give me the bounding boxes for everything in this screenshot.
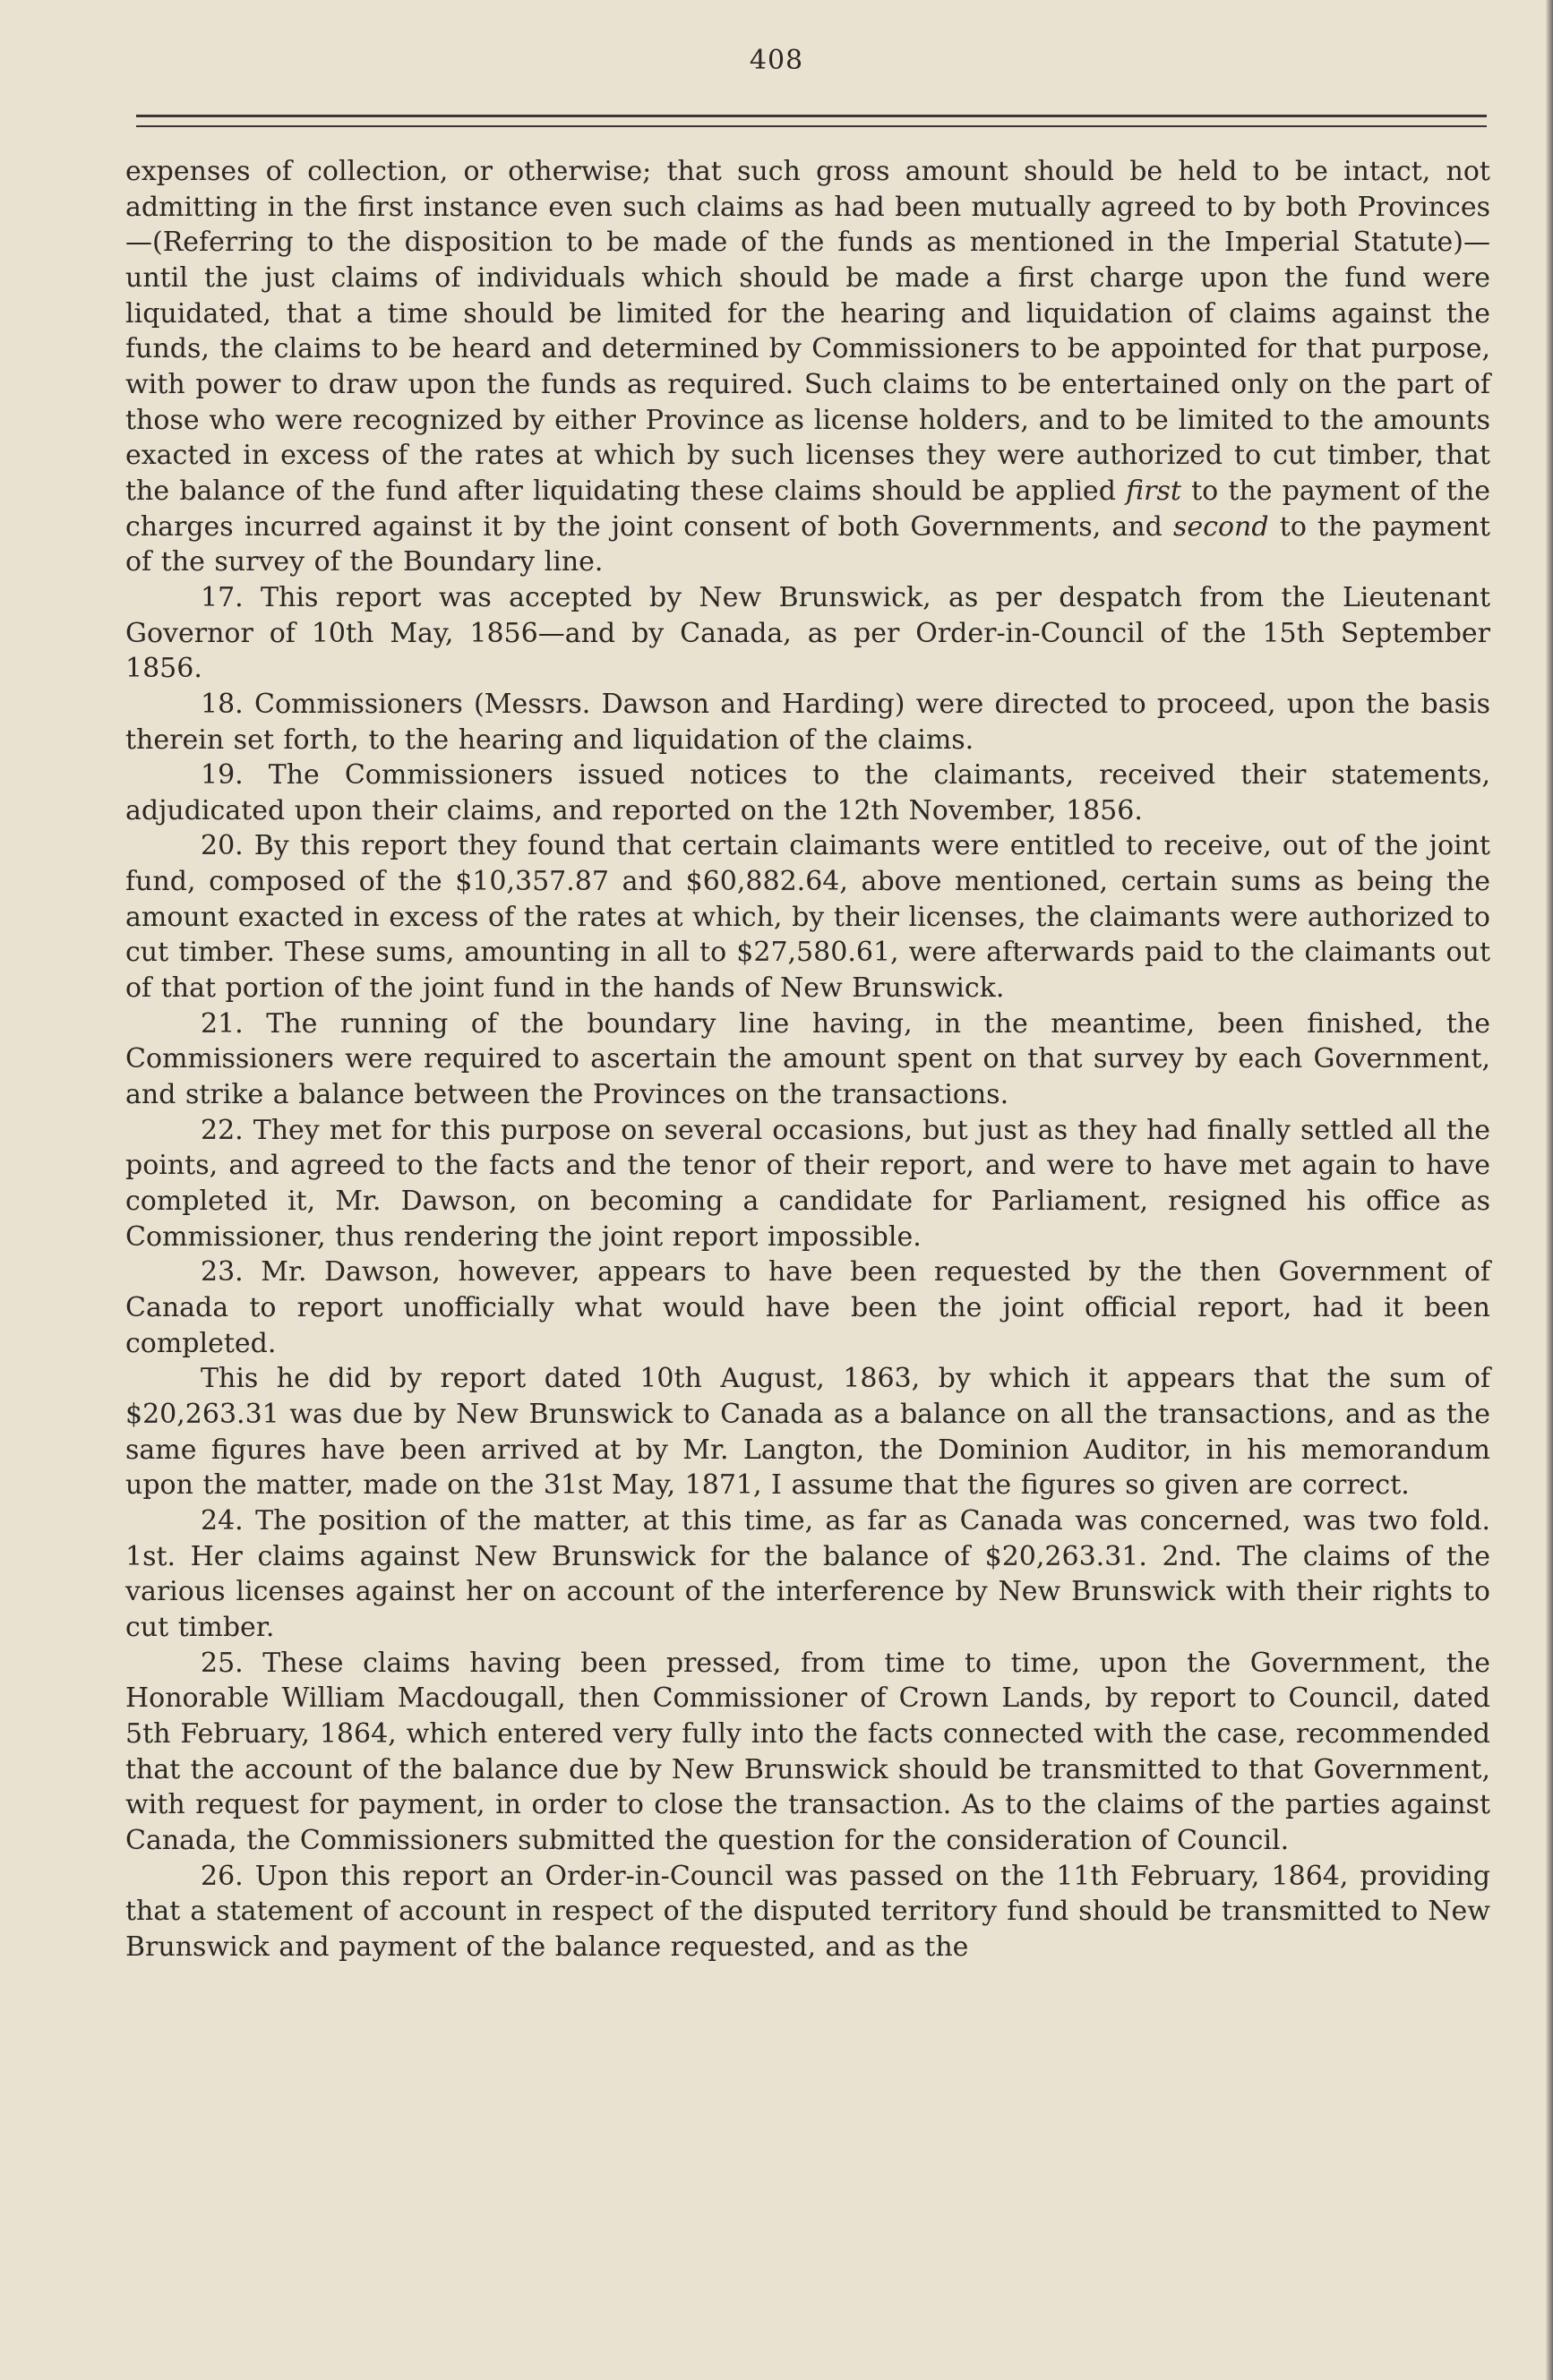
paragraph-25: 25. These claims having been pressed, from time to time, upon the Government, the Honorable William Macdougall, then Commissioner of Crown Lands, by report to Council, dated 5th February, 1864, which entered very fully into the facts connected with the case, recommended that the account of the balance due by New Brunswick should be transmitted to that Government, with request for payment, in order to close the transaction. As to the claims of the parties against Canada, the Commissioners submitted the question for the consideration of Council. (125, 1647, 1490, 1856)
page-edge-shadow (1546, 0, 1553, 2380)
paragraph-23: 23. Mr. Dawson, however, appears to have been requested by the then Government of Canada to report unofficially what would have been the joint official report, had it been completed. (125, 1256, 1490, 1359)
italic-word-second: second (1173, 510, 1269, 543)
header-rule-thin (136, 125, 1487, 127)
paragraph-continuation (125, 154, 1490, 580)
paragraph-18: 18. Commissioners (Messrs. Dawson and Harding) were directed to proceed, upon the basis therein set forth, to the hearing and liquidation of the claims. (125, 688, 1490, 756)
page-number: 408 (749, 45, 804, 76)
paragraph-20: 20. By this report they found that certain claimants were entitled to receive, out of the joint fund, composed of the $10,357.87 and $60,882.64, above mentioned, certain sums as being the amount exacted in excess of the rates at which, by their licenses, the claimants were authorized to cut timber. These sums, amounting in all to $27,580.61, were afterwards paid to the claimants out of that portion of the joint fund in the hands of New Brunswick. (125, 830, 1490, 1005)
paragraph-text: to the payment of the charges incurred against it by the joint consent of both Governments, and (125, 475, 1491, 543)
body-text (125, 154, 1490, 1965)
header-rule-thick (136, 115, 1487, 117)
paragraph-24: 24. The position of the matter, at this time, as far as Canada was concerned, was two fold. 1st. Her claims against New Brunswick for the balance of $20,263.31. 2nd. The claims of the various licenses against her on account of the interference by New Brunswick with their rights to cut timber. (125, 1504, 1490, 1643)
paragraph-text: expenses of collection, or otherwise; that such gross amount should be held to be intact, not admitting in the first instance even such claims as had been mutually agreed to by both Provinces—(Referring to the disposition to be made of the funds as mentioned in the Imperial Statute)—until the just claims of individuals which should be made a first charge upon the fund were liquidated, that a time should be limited for the hearing and liquidation of claims against the funds, the claims to be heard and determined by Commissioners to be appointed for that purpose, with power to draw upon the funds as required. Such claims to be entertained only on the part of those who were recognized by either Province as license holders, and to be limited to the amounts exacted in excess of the rates at which by such licenses they were authorized to cut timber, that the balance of the fund after liquidating these claims should be applied (125, 156, 1490, 507)
paragraph-19: 19. The Commissioners issued notices to the claimants, received their statements, adjudicated upon their claims, and reported on the 12th November, 1856. (125, 759, 1490, 826)
paragraph-22: 22. They met for this purpose on several occasions, but just as they had finally settled all the points, and agreed to the facts and the tenor of their report, and were to have met again to have completed it, Mr. Dawson, on becoming a candidate for Parliament, resigned his office as Commissioner, thus rendering the joint report impossible. (125, 1114, 1490, 1253)
italic-word-first: first (1126, 475, 1181, 507)
paragraph-26: 26. Upon this report an Order-in-Council was passed on the 11th February, 1864, providing that a statement of account in respect of the disputed territory fund should be transmitted to New Brunswick and payment of the balance requested, and as the (125, 1860, 1490, 1963)
paragraph-21: 21. The running of the boundary line having, in the meantime, been finished, the Commissioners were required to ascertain the amount spent on that survey by each Government, and strike a balance between the Provinces on the transactions. (125, 1007, 1490, 1111)
paragraph-text: to the payment of the survey of the Boundary line. (125, 510, 1490, 578)
paragraph-23-continued: This he did by report dated 10th August, 1863, by which it appears that the sum of $20,263.31 was due by New Brunswick to Canada as a balance on all the transactions, and as the same figures have been arrived at by Mr. Langton, the Dominion Auditor, in his memorandum upon the matter, made on the 31st May, 1871, I assume that the figures so given are correct. (125, 1363, 1490, 1502)
paragraph-17: 17. This report was accepted by New Brunswick, as per despatch from the Lieutenant Governor of 10th May, 1856—and by Canada, as per Order-in-Council of the 15th September 1856. (125, 581, 1490, 685)
